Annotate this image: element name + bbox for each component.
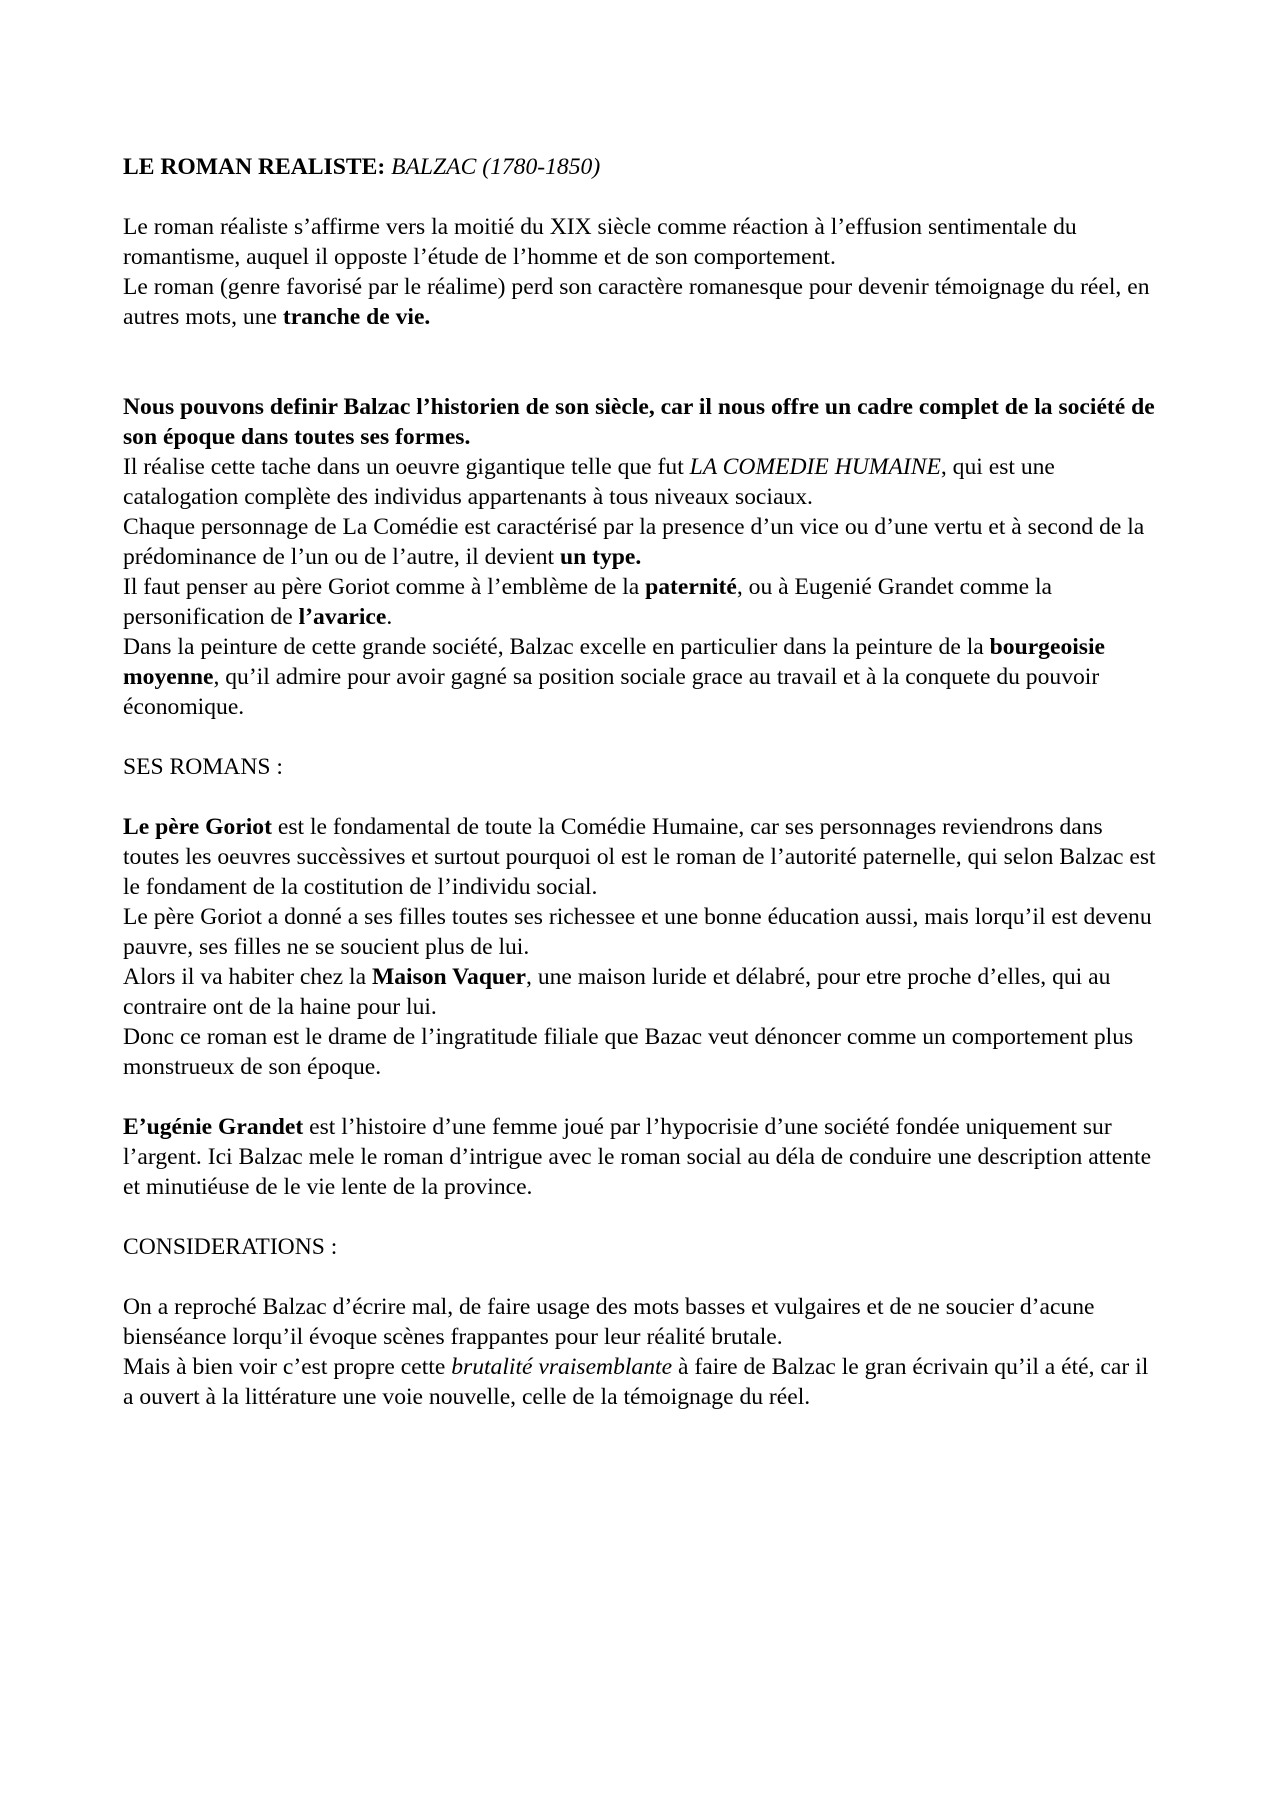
balzac-p4-text: Dans la peinture de cette grande société, Balzac excelle en particulier dans la peinture de la: [123, 634, 990, 660]
avarice-term: l’avarice: [298, 604, 387, 630]
type-term: un type.: [559, 544, 642, 570]
considerations-p2-text: Mais à bien voir c’est propre cette: [123, 1354, 452, 1380]
intro-paragraph-1: Le roman réaliste s’affirme vers la moitié du XIX siècle comme réaction à l’effusion sentimentale du romantisme, auquel il opposte l’étude de l’homme et de son comportement.: [123, 214, 1077, 270]
goriot-p1-text: est le fondamental de toute la Comédie Humaine, car ses personnages reviendrons dans toutes les oeuvres succèssives et surtout pourquoi ol est le roman de l’autorité paternelle, qui selon Balzac est le fondament de la costitution de l’individu social.: [123, 814, 1156, 900]
intro-paragraph-2: [123, 272, 1163, 332]
maison-vaquer-term: Maison Vaquer: [371, 964, 527, 990]
title-bold: LE ROMAN REALISTE:: [123, 154, 386, 180]
goriot-p3-text: Alors il va habiter chez la: [123, 964, 372, 990]
considerations-p2-text-end: à faire de Balzac le gran écrivain qu’il a été, car il a ouvert à la littérature une voie nouvelle, celle de la témoignage du réel.: [123, 1354, 1149, 1410]
goriot-title: Le père Goriot: [123, 814, 272, 840]
document-page: [123, 152, 1163, 1412]
balzac-paragraph-4: [123, 632, 1163, 722]
balzac-lead-bold: Nous pouvons definir Balzac l’historien de son siècle, car il nous offre un cadre complet de la société de son époque dans toutes ses formes.: [123, 394, 1155, 450]
balzac-p3-text: Il faut penser au père Goriot comme à l’emblème de la: [123, 574, 646, 600]
balzac-p2-text: Chaque personnage de La Comédie est caractérisé par la presence d’un vice ou d’une vertu et à second de la prédominance de l’un ou de l’autre, il devient: [123, 514, 1145, 570]
comedie-humaine-title: LA COMEDIE HUMAINE: [689, 454, 941, 480]
considerations-paragraph-2: [123, 1352, 1163, 1412]
goriot-paragraph-3: [123, 962, 1163, 1022]
balzac-p4-text-end: , qu’il admire pour avoir gagné sa position sociale grace au travail et à la conquete du pouvoir économique.: [123, 664, 1100, 720]
considerations-heading: CONSIDERATIONS :: [123, 1234, 338, 1260]
brutalite-term: brutalité vraisemblante: [451, 1354, 673, 1380]
grandet-title: E’ugénie Grandet: [123, 1114, 304, 1140]
grandet-paragraph: [123, 1112, 1163, 1202]
intro-text: Le roman (genre favorisé par le réalime) perd son caractère romanesque pour devenir témoignage du réel, en autres mots, une: [123, 274, 1150, 330]
goriot-paragraph-1: [123, 812, 1163, 902]
romans-heading: SES ROMANS :: [123, 754, 283, 780]
balzac-p3-text-end: .: [386, 604, 393, 630]
intro-bold-term: tranche de vie.: [282, 304, 431, 330]
grandet-text: est l’histoire d’une femme joué par l’hypocrisie d’une société fondée uniquement sur l’argent. Ici Balzac mele le roman d’intrigue avec le roman social au déla de conduire une description attente et minutiéuse de le vie lente de la province.: [123, 1114, 1152, 1200]
balzac-p1-text: Il réalise cette tache dans un oeuvre gigantique telle que fut: [123, 454, 690, 480]
balzac-paragraph-2: [123, 512, 1163, 572]
balzac-p3-text-mid: , ou à Eugenié Grandet comme la personification de: [123, 574, 1052, 630]
goriot-p3-text-end: , une maison luride et délabré, pour etre proche d’elles, qui au contraire ont de la haine pour lui.: [123, 964, 1111, 1020]
document-title: [123, 152, 1163, 182]
paternite-term: paternité: [645, 574, 737, 600]
goriot-paragraph-2: Le père Goriot a donné a ses filles toutes ses richessee et une bonne éducation aussi, mais lorqu’il est devenu pauvre, ses filles ne se soucient plus de lui.: [123, 904, 1152, 960]
considerations-paragraph-1: On a reproché Balzac d’écrire mal, de faire usage des mots basses et vulgaires et de ne soucier d’acune bienséance lorqu’il évoque scènes frappantes pour leur réalité brutale.: [123, 1294, 1095, 1350]
balzac-p1-text-end: , qui est une catalogation complète des individus appartenants à tous niveaux sociaux.: [123, 454, 1055, 510]
balzac-paragraph-1: [123, 452, 1163, 512]
balzac-lead: [123, 392, 1163, 452]
bourgeoisie-term: bourgeoisie moyenne: [123, 634, 1105, 690]
balzac-paragraph-3: [123, 572, 1163, 632]
goriot-paragraph-4: Donc ce roman est le drame de l’ingratitude filiale que Bazac veut dénoncer comme un comportement plus monstrueux de son époque.: [123, 1024, 1134, 1080]
title-italic: BALZAC (1780-1850): [391, 154, 601, 180]
